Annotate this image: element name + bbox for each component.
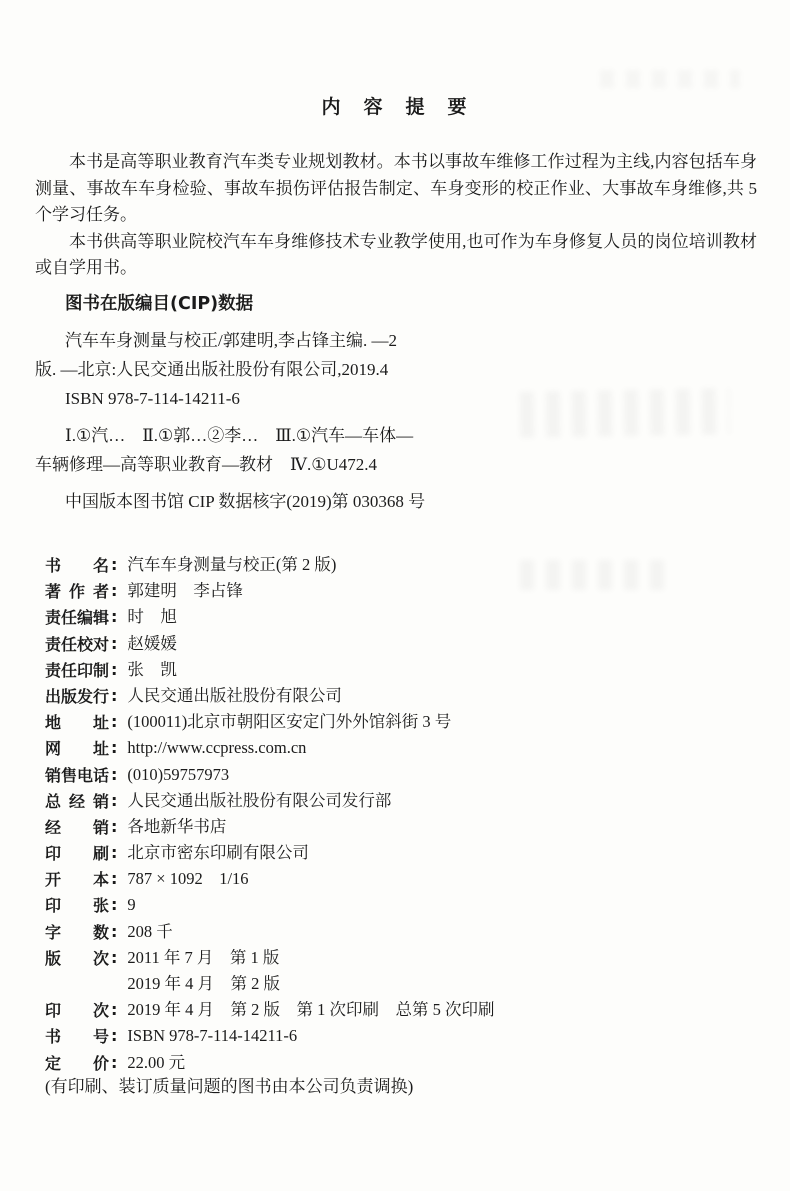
colophon-colon: : [111, 712, 118, 732]
colophon-label: 出 版 发 行 [45, 686, 110, 706]
cip-isbn-line: ISBN 978-7-114-14211-6 [65, 389, 240, 408]
colophon-value: (010)59757973 [127, 764, 230, 784]
colophon-section [45, 552, 757, 1076]
colophon-row [45, 683, 757, 709]
colophon-colon: : [111, 607, 118, 627]
colophon-label: 书 名 [45, 556, 109, 575]
colophon-colon: : [111, 895, 118, 915]
colophon-colon: : [111, 843, 118, 863]
colophon-row [45, 840, 757, 866]
colophon-label: 定 价 [45, 1053, 109, 1073]
colophon-value: 208 千 [127, 921, 173, 941]
colophon-colon: : [111, 1000, 118, 1020]
colophon-row [45, 788, 757, 814]
colophon-value: 郭建明 李占锋 [127, 581, 243, 601]
cip-registration-line: 中国版本图书馆 CIP 数据核字(2019)第 030368 号 [65, 492, 426, 511]
colophon-colon: : [111, 659, 118, 679]
colophon-colon: : [111, 764, 118, 784]
colophon-label: 经 销 [45, 817, 109, 837]
colophon-value: 9 [127, 895, 136, 915]
cip-classification-line: Ⅰ.①汽… Ⅱ.①郭…②李… Ⅲ.①汽车—车体— [65, 426, 414, 445]
colophon-row [45, 945, 757, 971]
colophon-value: 2019 年 4 月 第 2 版 第 1 次印刷 总第 5 次印刷 [127, 1000, 495, 1020]
colophon-value: 赵媛媛 [127, 633, 177, 653]
colophon-row [45, 578, 757, 604]
colophon-row [45, 552, 757, 578]
colophon-value: 人民交通出版社股份有限公司发行部 [127, 790, 392, 810]
colophon-value: 787 × 1092 1/16 [127, 869, 249, 889]
colophon-value: (100011)北京市朝阳区安定门外外馆斜街 3 号 [127, 712, 452, 732]
summary-paragraph: 本书供高等职业院校汽车车身维修技术专业教学使用,也可作为车身修复人员的岗位培训教材或自学用书。 [35, 231, 757, 277]
colophon-value: 人民交通出版社股份有限公司 [127, 685, 342, 705]
colophon-label: 开 本 [45, 870, 109, 890]
colophon-label: 责 任 编 辑 [45, 608, 110, 628]
colophon-colon: : [111, 555, 118, 574]
colophon-colon: : [111, 816, 118, 836]
colophon-row [45, 866, 757, 892]
colophon-colon: : [111, 921, 118, 941]
colophon-colon: : [111, 633, 118, 653]
colophon-label: 责 任 印 制 [45, 660, 110, 680]
colophon-label: 印 次 [45, 1001, 109, 1021]
colophon-row [45, 604, 757, 630]
colophon-value: ISBN 978-7-114-14211-6 [127, 1026, 298, 1046]
colophon-label: 责 任 校 对 [45, 634, 110, 654]
colophon-row [45, 971, 757, 997]
colophon-label: 书 号 [45, 1027, 109, 1047]
colophon-colon: : [111, 1052, 118, 1072]
colophon-label: 著 作 者 [45, 582, 109, 602]
colophon-label: 字 数 [45, 922, 109, 942]
colophon-row [45, 735, 757, 761]
colophon-label: 总 经 销 [45, 791, 109, 811]
colophon-value: 时 旭 [127, 607, 177, 627]
colophon-row [45, 762, 757, 788]
colophon-value: 2011 年 7 月 第 1 版 [127, 947, 280, 967]
reprint-note: (有印刷、装订质量问题的图书由本公司负责调换) [45, 1077, 414, 1096]
colophon-row [45, 814, 757, 840]
content-summary-heading: 内 容 提 要 [321, 96, 469, 118]
content-summary-section [35, 149, 757, 282]
colophon-value: http://www.ccpress.com.cn [127, 738, 307, 758]
colophon-colon: : [111, 790, 118, 810]
colophon-colon: : [111, 947, 118, 967]
colophon-row [45, 709, 757, 735]
colophon-colon: : [111, 738, 118, 758]
colophon-label: 网 址 [45, 739, 109, 759]
colophon-label: 销 售 电 话 [45, 765, 110, 785]
cip-data-section [35, 293, 757, 513]
colophon-label: 地 址 [45, 713, 109, 733]
colophon-value: 张 凯 [127, 659, 177, 679]
colophon-value: 22.00 元 [127, 1052, 186, 1072]
colophon-value: 2019 年 4 月 第 2 版 [127, 974, 281, 993]
colophon-value: 各地新华书店 [127, 816, 227, 836]
page-bleedthrough [600, 70, 740, 88]
colophon-row [45, 997, 757, 1023]
colophon-value: 北京市密东印刷有限公司 [127, 843, 309, 863]
summary-paragraph: 本书是高等职业教育汽车类专业规划教材。本书以事故车维修工作过程为主线,内容包括车身测量、事故车车身检验、事故车损伤评估报告制定、车身变形的校正作业、大事故车身维修,共 5 个学习任务。 [35, 152, 757, 224]
colophon-row [45, 631, 757, 657]
colophon-label: 版 次 [45, 948, 109, 968]
cip-title-line: 汽车车身测量与校正/郭建明,李占锋主编. —2 [65, 331, 397, 350]
cip-classification-line: 车辆修理—高等职业教育—教材 Ⅳ.①U472.4 [35, 455, 377, 474]
colophon-colon: : [111, 1026, 118, 1046]
colophon-row [45, 1023, 757, 1049]
colophon-row [45, 919, 757, 945]
cip-publisher-line: 版. —北京:人民交通出版社股份有限公司,2019.4 [35, 360, 389, 379]
reprint-note-wrap [45, 1070, 757, 1100]
colophon-row [45, 892, 757, 918]
colophon-row [45, 657, 757, 683]
colophon-colon: : [111, 685, 118, 705]
cip-heading: 图书在版编目(CIP)数据 [65, 294, 254, 314]
colophon-colon: : [111, 869, 118, 889]
colophon-label: 印 张 [45, 896, 109, 916]
colophon-label: 印 刷 [45, 844, 109, 864]
colophon-colon: : [111, 581, 118, 601]
colophon-value: 汽车车身测量与校正(第 2 版) [127, 555, 337, 574]
